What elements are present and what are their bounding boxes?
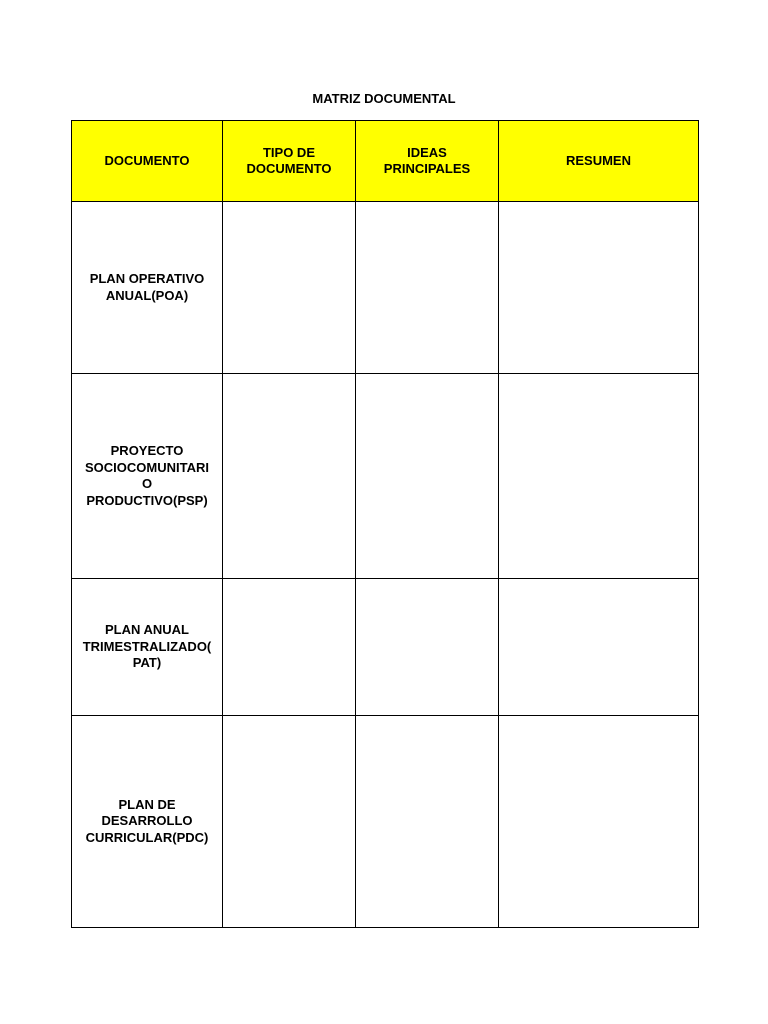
table-row xyxy=(72,374,699,579)
header-documento: DOCUMENTO xyxy=(72,121,223,202)
cell-tipo xyxy=(223,202,356,374)
table-row xyxy=(72,716,699,928)
cell-resumen xyxy=(499,374,699,579)
cell-documento: PROYECTO SOCIOCOMUNITARI O PRODUCTIVO(PSP) xyxy=(72,374,223,579)
cell-documento: PLAN OPERATIVO ANUAL(POA) xyxy=(72,202,223,374)
cell-tipo xyxy=(223,579,356,716)
cell-resumen xyxy=(499,716,699,928)
cell-tipo xyxy=(223,716,356,928)
cell-documento: PLAN ANUAL TRIMESTRALIZADO( PAT) xyxy=(72,579,223,716)
table-header-row xyxy=(72,121,699,202)
table-row xyxy=(72,202,699,374)
cell-documento: PLAN DE DESARROLLO CURRICULAR(PDC) xyxy=(72,716,223,928)
header-tipo-de-documento: TIPO DE DOCUMENTO xyxy=(223,121,356,202)
table-row xyxy=(72,579,699,716)
cell-ideas xyxy=(356,374,499,579)
cell-ideas xyxy=(356,716,499,928)
cell-tipo xyxy=(223,374,356,579)
header-ideas-principales: IDEAS PRINCIPALES xyxy=(356,121,499,202)
cell-resumen xyxy=(499,202,699,374)
cell-ideas xyxy=(356,579,499,716)
header-resumen: RESUMEN xyxy=(499,121,699,202)
document-matrix-table xyxy=(71,120,699,928)
cell-resumen xyxy=(499,579,699,716)
cell-ideas xyxy=(356,202,499,374)
page-title: MATRIZ DOCUMENTAL xyxy=(312,91,456,106)
